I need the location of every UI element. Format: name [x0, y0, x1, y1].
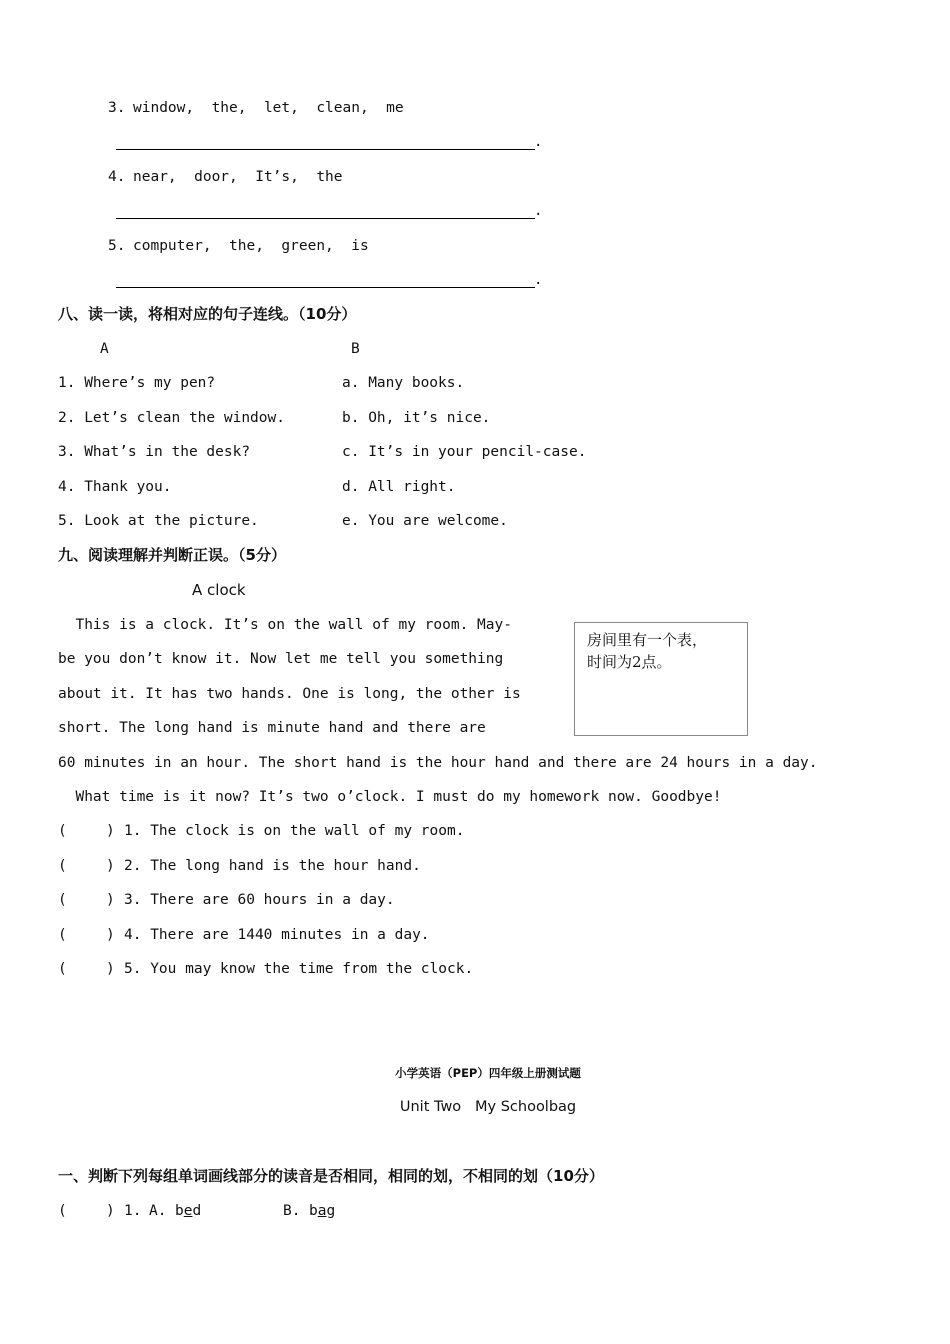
match-b-e[interactable]: e. You are welcome.: [342, 513, 508, 529]
word-part: b: [175, 1203, 184, 1219]
item-words: window, the, let, clean, me: [133, 100, 404, 116]
answer-bracket-close[interactable]: ): [106, 961, 115, 977]
underlined-letter: a: [317, 1203, 327, 1219]
answer-bracket-open[interactable]: (: [58, 823, 67, 839]
item-words: computer, the, green, is: [133, 238, 369, 254]
option-b-word: [309, 1201, 335, 1221]
passage-title: A clock: [192, 581, 246, 599]
option-b-label: B.: [283, 1203, 301, 1219]
passage-line: This is a clock. It’s on the wall of my room. May-: [58, 617, 512, 633]
option-a-word: [175, 1201, 201, 1221]
answer-bracket-close[interactable]: ): [106, 927, 115, 943]
test-paper-header: 小学英语（PEP）四年级上册测试题: [395, 1066, 581, 1080]
answer-line[interactable]: [116, 218, 535, 219]
answer-bracket-open[interactable]: (: [58, 927, 67, 943]
option-a-label: A.: [149, 1203, 167, 1219]
judgement-statement: 4. There are 1440 minutes in a day.: [124, 927, 430, 943]
answer-bracket-open[interactable]: (: [58, 961, 67, 977]
underlined-letter: e: [183, 1203, 193, 1219]
period-mark: .: [534, 272, 543, 288]
section-9-title: 九、阅读理解并判断正误。（5分）: [58, 546, 286, 564]
match-a-4[interactable]: 4. Thank you.: [58, 479, 172, 495]
match-a-3[interactable]: 3. What’s in the desk?: [58, 444, 251, 460]
answer-bracket-close[interactable]: ): [106, 823, 115, 839]
match-a-5[interactable]: 5. Look at the picture.: [58, 513, 259, 529]
item-number: 4.: [108, 169, 126, 185]
answer-bracket-close[interactable]: ): [106, 892, 115, 908]
match-b-a[interactable]: a. Many books.: [342, 375, 465, 391]
passage-line: What time is it now? It’s two o’clock. I must do my homework now. Goodbye!: [58, 789, 722, 805]
match-a-1[interactable]: 1. Where’s my pen?: [58, 375, 216, 391]
unit2-section-1-title: 一、判断下列每组单词画线部分的读音是否相同，相同的划，不相同的划（10分）: [58, 1167, 604, 1185]
match-b-d[interactable]: d. All right.: [342, 479, 456, 495]
answer-bracket-open[interactable]: (: [58, 892, 67, 908]
match-a-2[interactable]: 2. Let’s clean the window.: [58, 410, 285, 426]
period-mark: .: [534, 203, 543, 219]
passage-line: about it. It has two hands. One is long, the other is: [58, 686, 521, 702]
item-number: 5.: [108, 238, 126, 254]
judgement-statement: 1. The clock is on the wall of my room.: [124, 823, 465, 839]
answer-bracket-close[interactable]: ): [106, 858, 115, 874]
answer-line[interactable]: [116, 149, 535, 150]
section-8-title: 八、读一读，将相对应的句子连线。（10分）: [58, 305, 357, 323]
item-number: 3.: [108, 100, 126, 116]
item-number: 1.: [124, 1203, 142, 1219]
judgement-statement: 3. There are 60 hours in a day.: [124, 892, 395, 908]
picture-note-text: 房间里有一个表， 时间为2点。: [587, 631, 708, 671]
judgement-statement: 2. The long hand is the hour hand.: [124, 858, 421, 874]
answer-bracket-open[interactable]: (: [58, 1203, 67, 1219]
passage-line: be you don’t know it. Now let me tell you something: [58, 651, 504, 667]
picture-note-box: [574, 622, 748, 736]
column-b-label: B: [351, 341, 360, 357]
match-b-c[interactable]: c. It’s in your pencil-case.: [342, 444, 587, 460]
answer-bracket-open[interactable]: (: [58, 858, 67, 874]
word-part: d: [192, 1203, 202, 1219]
passage-line: 60 minutes in an hour. The short hand is the hour hand and there are 24 hours in a day.: [58, 755, 818, 771]
unit-title: Unit Two My Schoolbag: [399, 1099, 577, 1115]
period-mark: .: [534, 134, 543, 150]
word-part: g: [326, 1203, 336, 1219]
passage-line: short. The long hand is minute hand and there are: [58, 720, 486, 736]
word-part: b: [309, 1203, 318, 1219]
match-b-b[interactable]: b. Oh, it’s nice.: [342, 410, 491, 426]
answer-bracket-close[interactable]: ): [106, 1203, 115, 1219]
judgement-statement: 5. You may know the time from the clock.: [124, 961, 474, 977]
item-words: near, door, It’s, the: [133, 169, 343, 185]
answer-line[interactable]: [116, 287, 535, 288]
column-a-label: A: [100, 341, 109, 357]
